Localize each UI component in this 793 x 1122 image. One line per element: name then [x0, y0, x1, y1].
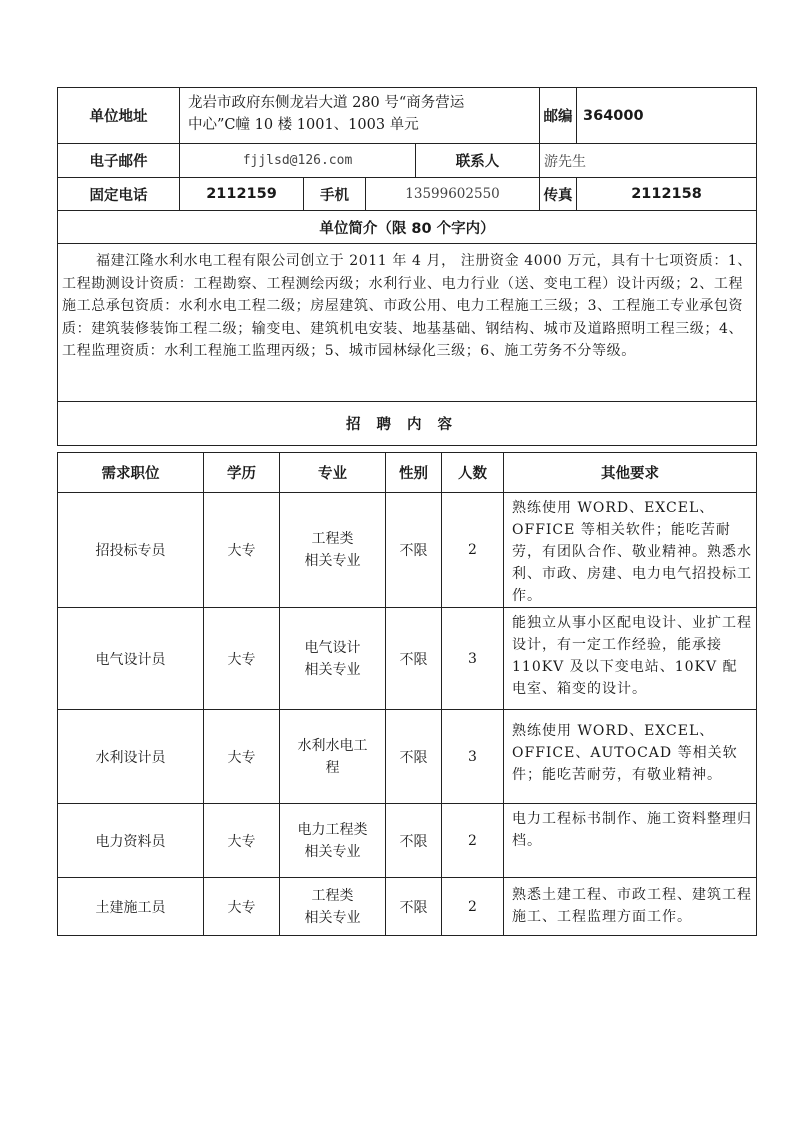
recruit-table — [57, 452, 757, 936]
requirements-cell: 熟练使用 WORD、EXCEL、OFFICE、AUTOCAD 等相关软件；能吃苦耐劳，有敬业精神。 — [504, 710, 757, 804]
gender-cell: 不限 — [386, 608, 442, 710]
header-count: 人数 — [442, 453, 504, 493]
address-label: 单位地址 — [58, 88, 180, 144]
requirements-cell: 熟练使用 WORD、EXCEL、OFFICE 等相关软件；能吃苦耐劳，有团队合作、敬业精神。熟悉水利、市政、房建、电力电气招投标工作。 — [504, 493, 757, 608]
gender-cell: 不限 — [386, 493, 442, 608]
requirements-cell: 能独立从事小区配电设计、业扩工程设计，有一定工作经验，能承接 110KV 及以下变电站、10KV 配电室、箱变的设计。 — [504, 608, 757, 710]
count-cell: 2 — [442, 493, 504, 608]
intro-title-row — [58, 211, 757, 244]
intro-text-cell — [58, 244, 757, 402]
position-cell: 电气设计员 — [58, 608, 204, 710]
requirements-cell: 熟悉土建工程、市政工程、建筑工程施工、工程监理方面工作。 — [504, 878, 757, 936]
requirements-cell: 电力工程标书制作、施工资料整理归档。 — [504, 804, 757, 878]
major-line-2: 程 — [325, 759, 340, 776]
address-line-2: 中心”C幢 10 楼 1001、1003 单元 — [188, 117, 419, 133]
address-row — [58, 88, 757, 144]
header-gender: 性别 — [386, 453, 442, 493]
major-cell — [280, 878, 386, 936]
postcode-label: 邮编 — [540, 88, 577, 144]
fax-label: 传真 — [540, 178, 577, 211]
phone-label: 固定电话 — [58, 178, 180, 211]
address-value — [180, 88, 540, 144]
gender-cell: 不限 — [386, 878, 442, 936]
gender-cell: 不限 — [386, 804, 442, 878]
education-cell: 大专 — [204, 493, 280, 608]
major-cell — [280, 493, 386, 608]
major-line-2: 相关专业 — [304, 553, 361, 569]
email-row — [58, 144, 757, 178]
major-line-1: 电气设计 — [304, 639, 361, 656]
table-row — [58, 804, 757, 878]
header-education: 学历 — [204, 453, 280, 493]
education-cell: 大专 — [204, 608, 280, 710]
intro-body-row — [58, 244, 757, 402]
recruit-title-text: 招聘内容 — [346, 417, 468, 433]
intro-text: 福建江隆水利水电工程有限公司创立于 2011 年 4 月， 注册资金 4000 万元，具有十七项资质：1、工程勘测设计资质：工程勘察、工程测绘丙级；水利行业、电力行业（送、变电工程）设计丙级；2、工程施工总承包资质：水利水电工程二级；房屋建筑、市政公用、电力工程施工三级；3、工程施工专业承包资质：建筑装修装饰工程二级；输变电、建筑机电安装、地基基础、钢结构、城市及道路照明工程三级；4、工程监理资质：水利工程施工监理丙级；5、城市园林绿化三级；6、施工劳务不分等级。 — [62, 253, 753, 359]
mobile-value: 13599602550 — [366, 178, 540, 211]
contact-value: 游先生 — [540, 144, 757, 178]
major-line-2: 相关专业 — [304, 843, 361, 860]
major-line-1: 工程类 — [311, 531, 354, 547]
fax-value: 2112158 — [577, 178, 757, 211]
postcode-value: 364000 — [577, 88, 757, 144]
gender-cell: 不限 — [386, 710, 442, 804]
position-cell: 招投标专员 — [58, 493, 204, 608]
position-cell: 电力资料员 — [58, 804, 204, 878]
mobile-label: 手机 — [304, 178, 366, 211]
address-line-1: 龙岩市政府东侧龙岩大道 280 号“商务营运 — [188, 95, 465, 111]
company-info-table — [57, 87, 757, 446]
major-cell — [280, 804, 386, 878]
count-cell: 3 — [442, 710, 504, 804]
intro-title: 单位简介（限 80 个字内） — [58, 211, 757, 244]
email-label: 电子邮件 — [58, 144, 180, 178]
recruit-header-row — [58, 453, 757, 493]
count-cell: 2 — [442, 878, 504, 936]
major-line-1: 电力工程类 — [297, 821, 368, 838]
header-major: 专业 — [280, 453, 386, 493]
contact-label: 联系人 — [416, 144, 540, 178]
recruit-title — [58, 402, 757, 446]
phone-row — [58, 178, 757, 211]
education-cell: 大专 — [204, 878, 280, 936]
table-row — [58, 493, 757, 608]
major-cell — [280, 608, 386, 710]
education-cell: 大专 — [204, 710, 280, 804]
major-cell — [280, 710, 386, 804]
table-row — [58, 878, 757, 936]
position-cell: 水利设计员 — [58, 710, 204, 804]
header-position: 需求职位 — [58, 453, 204, 493]
email-value: fjjlsd@126.com — [180, 144, 416, 178]
table-row — [58, 710, 757, 804]
table-row — [58, 608, 757, 710]
major-line-1: 工程类 — [311, 887, 354, 904]
position-cell: 土建施工员 — [58, 878, 204, 936]
major-line-2: 相关专业 — [304, 909, 361, 926]
header-requirements: 其他要求 — [504, 453, 757, 493]
count-cell: 3 — [442, 608, 504, 710]
phone-value: 2112159 — [180, 178, 304, 211]
major-line-2: 相关专业 — [304, 661, 361, 678]
recruit-title-row — [58, 402, 757, 446]
major-line-1: 水利水电工 — [297, 737, 368, 754]
education-cell: 大专 — [204, 804, 280, 878]
count-cell: 2 — [442, 804, 504, 878]
